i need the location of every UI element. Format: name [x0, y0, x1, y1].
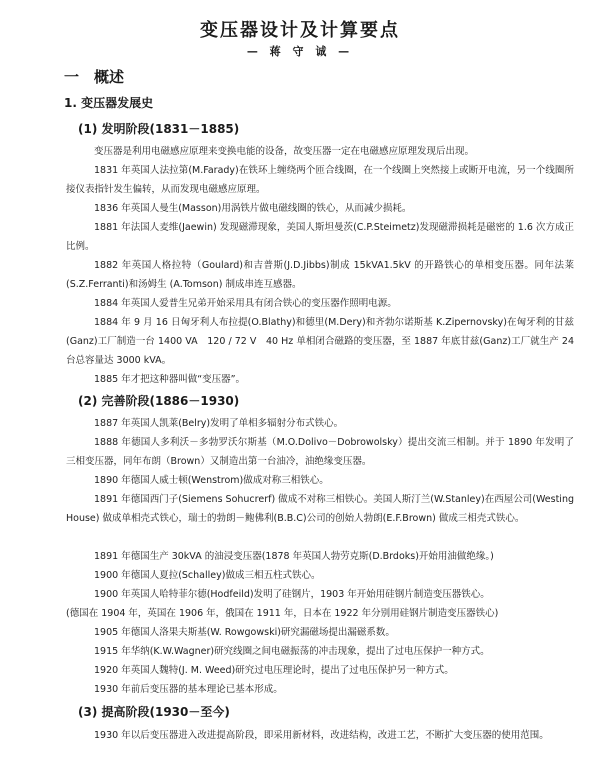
stage1-paragraph: 1831 年英国人法拉第(M.Farady)在铁环上缠绕两个匝合线圈，在一个线圈上突然接上或断开电流，另一个线圈所接仪表指针发生偏转，从而发现电磁感应原理。 [66, 165, 574, 195]
stage1-heading: (1) 发明阶段(1831－1885) [78, 122, 240, 136]
stage2-heading: (2) 完善阶段(1886－1930) [78, 394, 240, 408]
stage2-paragraph: 1887 年英国人凯莱(Belry)发明了单相多辐射分布式铁心。 [94, 418, 344, 429]
document-title: 变压器设计及计算要点 [200, 20, 400, 41]
stage1-paragraph: 1836 年英国人曼生(Masson)用涡铁片做电磁线圈的铁心，从而减少损耗。 [94, 203, 412, 214]
stage1-paragraph: 1882 年英国人格拉特（Goulard)和吉普斯(J.D.Jibbs)制成 15kVA1.5kV 的开路铁心的单相变压器。同年法莱(S.Z.Ferranti)和汤姆生 (A.Tomson) 制成串连互感器。 [66, 260, 574, 290]
stage1-paragraph: 1885 年才把这种器叫做“变压器”。 [94, 374, 246, 385]
stage2-paragraph: 1891 年德国西门子(Siemens Sohucrerf) 做成不对称三相铁心。美国人斯汀兰(W.Stanley)在西屋公司(Westing House) 做成单相壳式铁心，瑞士的勃朗－鲍佛利(B.B.C)公司的创始人勃朗(E.F.Brown) 做成三相壳式铁心。 [66, 494, 574, 524]
stage1-paragraph: 1884 年英国人爱普生兄弟开始采用具有闭合铁心的变压器作照明电源。 [94, 298, 397, 309]
stage2-paragraph: 1888 年德国人多利沃－多勃罗沃尔斯基（M.O.Dolivo－Dobrowolsky）提出交流三相制。并于 1890 年发明了三相变压器，同年布朗（Brown）又制造出第一台油冷，油绝缘变压器。 [66, 437, 574, 467]
stage2-paragraph: 1900 年英国人哈特菲尔德(Hodfeild)发明了硅钢片，1903 年开始用硅钢片制造变压器铁心。 [94, 589, 490, 600]
stage1-paragraph: 变压器是利用电磁感应原理来变换电能的设备，故变压器一定在电磁感应原理发现后出现。 [94, 146, 475, 157]
stage2-paragraph: 1905 年德国人洛果夫斯基(W. Rowgowski)研究漏磁场提出漏磁系数。 [94, 627, 395, 638]
stage1-paragraph: 1884 年 9 月 16 日匈牙利人布拉提(O.Blathy)和德里(M.Dery)和齐勃尔诺斯基 K.Zipernovsky)在匈牙利的甘兹(Ganz)工厂制造一台 1400 VA 120 / 72 V 40 Hz 单相闭合磁路的变压器，至 1887 年底甘兹(Ganz)工厂就生产 24 台总容量达 3000 kVA。 [66, 317, 574, 366]
stage2-paragraph: 1915 年华纳(K.W.Wagner)研究线圈之间电磁振荡的冲击现象，提出了过电压保护一种方式。 [94, 646, 490, 657]
stage2-paragraph: 1890 年德国人威士顿(Wenstrom)做成对称三相铁心。 [94, 475, 329, 486]
stage3-heading: (3) 提高阶段(1930－至今) [78, 705, 230, 719]
subsection-heading-history: 1. 变压器发展史 [64, 96, 154, 110]
stage1-paragraph: 1881 年法国人麦维(Jaewin) 发现磁滞现象，美国人斯坦曼茨(C.P.Steimetz)发现磁滞损耗是磁密的 1.6 次方成正比例。 [66, 222, 574, 252]
stage2-paragraph: 1891 年德国生产 30kVA 的油浸变压器(1878 年英国人勃劳克斯(D.Brdoks)开始用油做绝缘。) [94, 551, 494, 562]
stage3-paragraph: 1930 年以后变压器进入改进提高阶段，即采用新材料，改进结构，改进工艺，不断扩大变压器的使用范围。 [94, 730, 549, 741]
stage2-paragraph: 1930 年前后变压器的基本理论已基本形成。 [94, 684, 283, 695]
stage2-paragraph: 1920 年英国人魏特(J. M. Weed)研究过电压理论时，提出了过电压保护另一种方式。 [94, 665, 454, 676]
author-line: — 蒋 守 诚 — [246, 45, 354, 58]
stage2-paragraph: (德国在 1904 年，英国在 1906 年，俄国在 1911 年，日本在 1922 年分别用硅钢片制造变压器铁心) [66, 608, 499, 619]
stage2-paragraph: 1900 年德国人夏拉(Schalley)做成三相五柱式铁心。 [94, 570, 321, 581]
section-heading-overview: 一 概述 [64, 68, 125, 86]
